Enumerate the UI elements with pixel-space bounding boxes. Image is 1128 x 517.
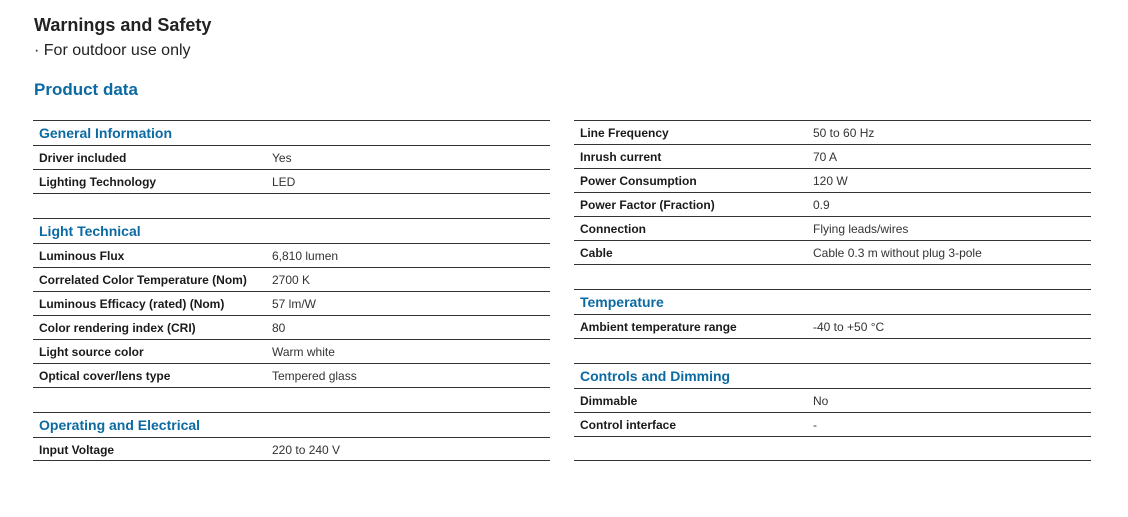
section-controls-dimming: Controls and Dimming	[580, 368, 731, 384]
spec-row	[33, 363, 550, 387]
spec-label: Luminous Flux	[39, 249, 125, 263]
spacer-row	[574, 264, 1091, 289]
spec-label: Power Consumption	[580, 174, 697, 188]
spec-value: 57 lm/W	[272, 297, 317, 311]
warnings-item: · For outdoor use only	[34, 42, 191, 59]
spec-label: Inrush current	[580, 150, 662, 164]
spec-value: No	[813, 394, 829, 408]
spec-label: Power Factor (Fraction)	[580, 198, 715, 212]
spec-value: 80	[272, 321, 286, 335]
spec-value: Warm white	[272, 345, 335, 359]
spec-value: -40 to +50 °C	[813, 320, 885, 334]
spec-row	[33, 291, 550, 315]
spec-label: Ambient temperature range	[580, 320, 737, 334]
spec-row	[574, 388, 1091, 412]
section-temperature: Temperature	[580, 294, 664, 310]
spec-row	[574, 168, 1091, 192]
spec-value: Flying leads/wires	[813, 222, 909, 236]
spec-label: Optical cover/lens type	[39, 369, 171, 383]
spec-value: LED	[272, 175, 296, 189]
spec-value: Cable 0.3 m without plug 3-pole	[813, 246, 982, 260]
spec-label: Dimmable	[580, 394, 638, 408]
spec-value: Tempered glass	[272, 369, 357, 383]
spec-label: Correlated Color Temperature (Nom)	[39, 273, 247, 287]
spec-label: Lighting Technology	[39, 175, 157, 189]
section-header-row	[33, 120, 550, 145]
spec-value: 0.9	[813, 198, 830, 212]
spec-value: 2700 K	[272, 273, 311, 287]
spec-row	[33, 243, 550, 267]
spec-label: Connection	[580, 222, 646, 236]
spec-value: 70 A	[813, 150, 838, 164]
spec-value: 6,810 lumen	[272, 249, 339, 263]
spec-label: Luminous Efficacy (rated) (Nom)	[39, 297, 225, 311]
spec-row	[33, 169, 550, 193]
spec-row	[574, 216, 1091, 240]
spacer-row	[574, 338, 1091, 363]
spec-row	[574, 120, 1091, 144]
section-general-information: General Information	[39, 125, 173, 141]
section-light-technical: Light Technical	[39, 223, 141, 239]
right-spec-column	[574, 120, 1091, 461]
spec-row	[574, 240, 1091, 264]
spec-value: Yes	[272, 151, 292, 165]
section-header-row	[574, 289, 1091, 314]
spec-label: Input Voltage	[39, 443, 115, 457]
spec-value: 50 to 60 Hz	[813, 126, 875, 140]
spec-row	[574, 412, 1091, 436]
spec-row	[33, 339, 550, 363]
spacer-row	[33, 193, 550, 218]
warnings-title: Warnings and Safety	[34, 15, 212, 35]
spec-row	[574, 314, 1091, 338]
spacer-row	[574, 436, 1091, 461]
spec-label: Cable	[580, 246, 613, 260]
spec-label: Color rendering index (CRI)	[39, 321, 196, 335]
spec-row	[33, 267, 550, 291]
spec-value: 220 to 240 V	[272, 443, 341, 457]
spec-row	[33, 437, 550, 461]
section-header-row	[574, 363, 1091, 388]
section-header-row	[33, 218, 550, 243]
spec-value: -	[813, 418, 817, 432]
spec-label: Light source color	[39, 345, 144, 359]
spacer-row	[33, 387, 550, 412]
section-header-row	[33, 412, 550, 437]
spec-label: Line Frequency	[580, 126, 669, 140]
section-operating-electrical: Operating and Electrical	[39, 417, 201, 433]
spec-label: Driver included	[39, 151, 127, 165]
spec-value: 120 W	[813, 174, 848, 188]
spec-row	[574, 144, 1091, 168]
spec-row	[33, 315, 550, 339]
product-data-title: Product data	[34, 80, 138, 99]
spec-row	[574, 192, 1091, 216]
spec-label: Control interface	[580, 418, 677, 432]
spec-row	[33, 145, 550, 169]
left-spec-column	[33, 120, 550, 461]
